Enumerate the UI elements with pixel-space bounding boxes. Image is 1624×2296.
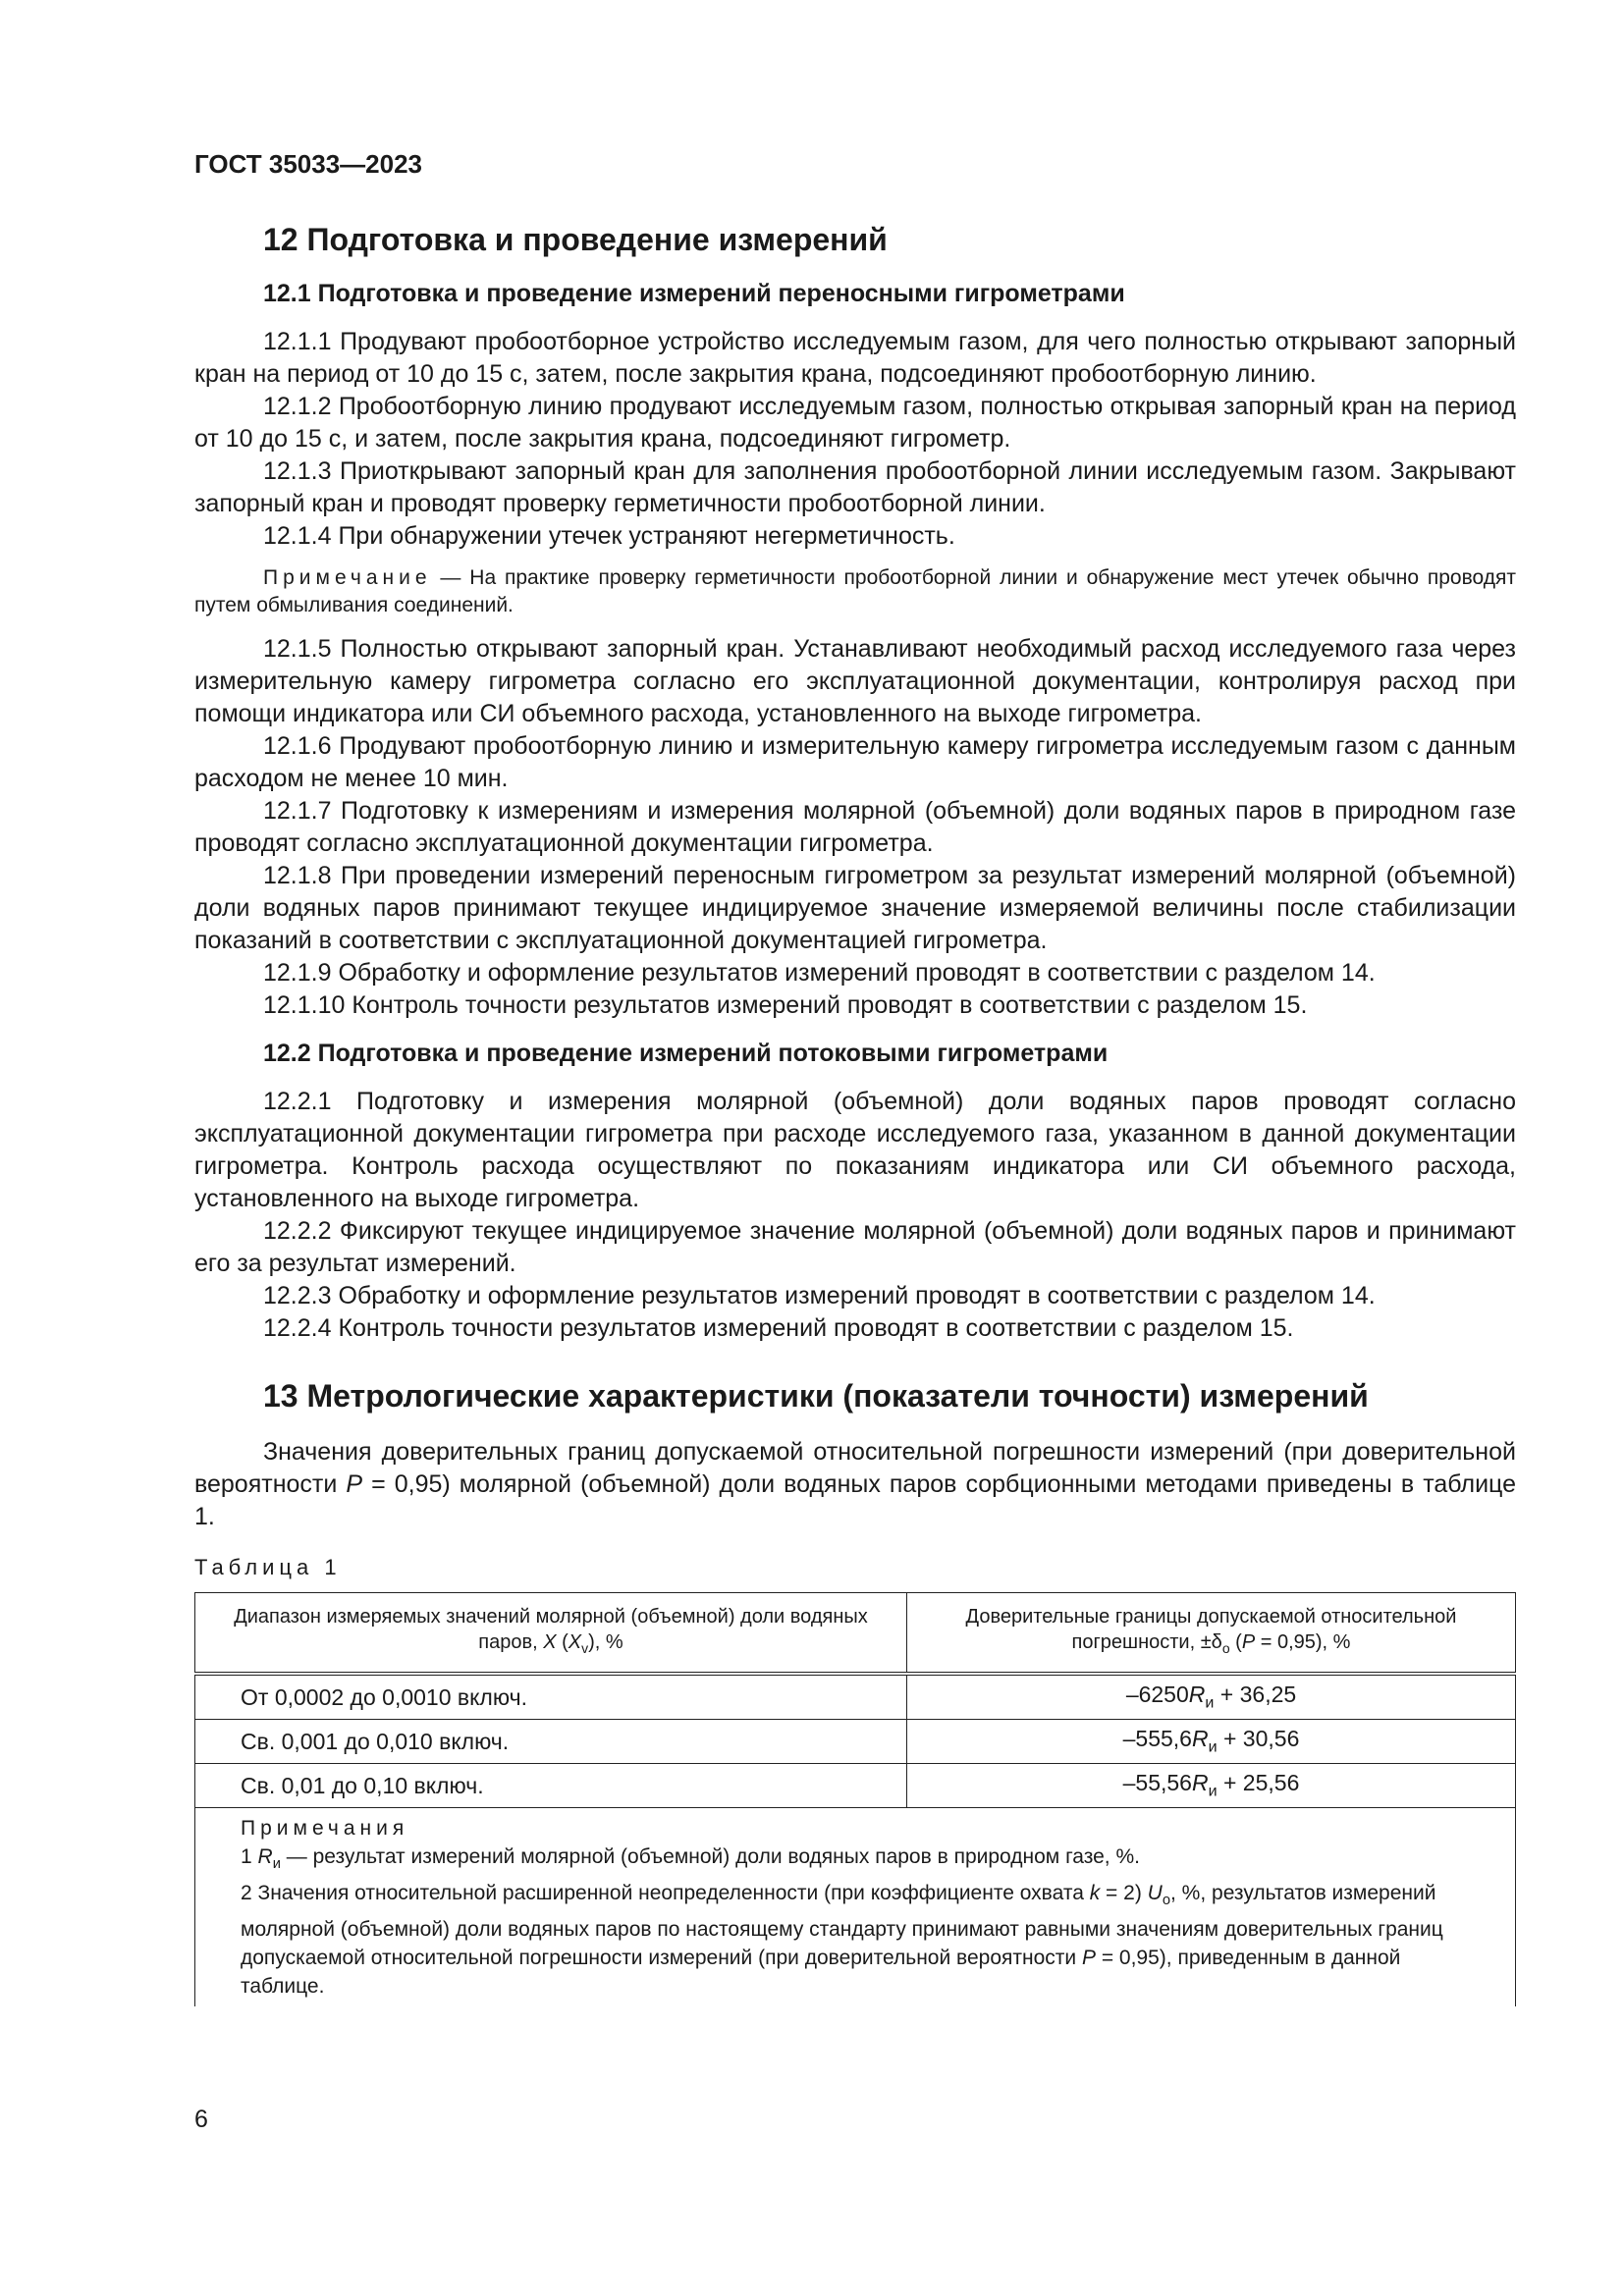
paragraph-12-2-2: 12.2.2 Фиксируют текущее индицируемое значение молярной (объемной) доли водяных паров и принимают его за результат измерений. bbox=[194, 1217, 1516, 1277]
document-body bbox=[194, 222, 1516, 2006]
note1-text: — результат измерений молярной (объемной) доли водяных паров в природном газе, %. bbox=[280, 1845, 1140, 1868]
note2-a: 2 Значения относительной расширенной неопределенности (при коэффициенте охвата bbox=[241, 1882, 1090, 1905]
note-12-1 bbox=[194, 564, 1516, 619]
cell-sub: и bbox=[1205, 1693, 1215, 1712]
subsection-12-2-title: 12.2 Подготовка и проведение измерений потоковыми гигрометрами bbox=[263, 1040, 1109, 1067]
paragraph-12-1-1: 12.1.1 Продувают пробоотборное устройство исследуемым газом, для чего полностью открывают запорный кран на период от 10 до 15 с, затем, после закрытия крана, подсоединяют пробоотборную линию. bbox=[194, 328, 1516, 388]
paragraph-12-1-5: 12.1.5 Полностью открывают запорный кран. Устанавливают необходимый расход исследуемого газа через измерительную камеру гигрометра согласно его эксплуатационной документации, контролируя расход при помощи индикатора или СИ объемного расхода, установленного на выходе гигрометра. bbox=[194, 635, 1516, 727]
col2-head-close: = 0,95), % bbox=[1255, 1631, 1351, 1653]
cell-r: R bbox=[1188, 1682, 1206, 1708]
note2-b: = 2) bbox=[1100, 1882, 1148, 1905]
paragraph-12-1-7: 12.1.7 Подготовку к измерениям и измерения молярной (объемной) доли водяных паров в природном газе проводят согласно эксплуатационной документации гигрометра. bbox=[194, 797, 1516, 857]
paragraph-12-1-6: 12.1.6 Продувают пробоотборную линию и измерительную камеру гигрометра исследуемым газом с данным расходом не менее 10 мин. bbox=[194, 732, 1516, 792]
paragraph-12-2-1: 12.2.1 Подготовку и измерения молярной (объемной) доли водяных паров проводят согласно эксплуатационной документации гигрометра при расходе исследуемого газа, указанном в данной документации гигрометра. Контроль расхода осуществляют по показаниям индикатора или СИ объемного расхода, установленного на выходе гигрометра. bbox=[194, 1088, 1516, 1212]
cell-coef: –555,6 bbox=[1122, 1726, 1192, 1752]
intro-text-a: Значения доверительных границ допускаемой относительной погрешности измерений (при доверительной вероятности bbox=[194, 1438, 1516, 1498]
intro-p-symbol: P bbox=[346, 1470, 363, 1498]
cell-error bbox=[907, 1674, 1516, 1720]
cell-error bbox=[907, 1720, 1516, 1764]
note1-sub: и bbox=[272, 1856, 281, 1873]
paragraph-12-1-9: 12.1.9 Обработку и оформление результатов измерений проводят в соответствии с разделом 14. bbox=[263, 959, 1376, 987]
cell-coef: –6250 bbox=[1125, 1682, 1189, 1708]
subsection-12-1-title: 12.1 Подготовка и проведение измерений переносными гигрометрами bbox=[263, 280, 1125, 307]
note1-num: 1 bbox=[241, 1845, 258, 1868]
col1-head-close: ), % bbox=[588, 1631, 623, 1653]
table-notes bbox=[195, 1808, 1516, 2007]
note1-r: R bbox=[257, 1845, 273, 1868]
cell-error bbox=[907, 1764, 1516, 1808]
note2-p: P bbox=[1081, 1947, 1096, 1970]
col2-head-o: о bbox=[1221, 1640, 1230, 1656]
intro-text-b: = 0,95) молярной (объемной) доли водяных паров сорбционными методами приведены в таблице 1. bbox=[194, 1470, 1516, 1530]
note2-d: = 0,95), приведенным в данной таблице. bbox=[241, 1947, 1401, 1999]
col1-head-text: Диапазон измеряемых значений молярной (объемной) доли водяных паров, bbox=[234, 1606, 868, 1653]
table-caption: Таблица 1 bbox=[194, 1555, 342, 1579]
cell-sub: и bbox=[1208, 1782, 1218, 1800]
table-notes-row bbox=[195, 1808, 1516, 2007]
column-header-range bbox=[195, 1593, 907, 1675]
col1-head-paren: ( bbox=[556, 1631, 568, 1653]
col2-head-p: P bbox=[1241, 1631, 1256, 1653]
col1-head-xv: X bbox=[568, 1631, 582, 1653]
paragraph-12-1-8: 12.1.8 При проведении измерений переносным гигрометром за результат измерений молярной (объемной) доли водяных паров принимают текущее индицируемое значение измеряемой величины после стабилизации показаний в соответствии с эксплуатационной документацией гигрометра. bbox=[194, 862, 1516, 954]
col2-head-text: Доверительные границы допускаемой относительной погрешности, ±δ bbox=[965, 1606, 1457, 1653]
cell-tail: + 25,56 bbox=[1217, 1770, 1300, 1796]
col1-head-x: X bbox=[543, 1631, 557, 1653]
cell-range: Св. 0,001 до 0,010 включ. bbox=[195, 1720, 907, 1764]
col1-head-v: v bbox=[581, 1640, 589, 1656]
paragraph-13-intro bbox=[194, 1436, 1516, 1533]
table-row bbox=[195, 1764, 1516, 1808]
table-row bbox=[195, 1720, 1516, 1764]
col2-head-paren: ( bbox=[1229, 1631, 1242, 1653]
cell-r: R bbox=[1191, 1726, 1209, 1752]
cell-range: От 0,0002 до 0,0010 включ. bbox=[195, 1674, 907, 1720]
section-13-title: 13 Метрологические характеристики (показатели точности) измерений bbox=[263, 1378, 1369, 1414]
document-id-header: ГОСТ 35033—2023 bbox=[194, 149, 422, 179]
note2-c: , %, результатов измерений молярной (объемной) доли водяных паров по настоящему стандарту принимают равными значениям доверительных границ допускаемой относительной погрешности измерений (при доверительной вероятности bbox=[241, 1882, 1443, 1970]
page-number: 6 bbox=[194, 2106, 208, 2133]
column-header-error bbox=[907, 1593, 1516, 1675]
note2-o: о bbox=[1162, 1893, 1171, 1909]
table-1 bbox=[194, 1592, 1516, 2006]
note2-u: U bbox=[1147, 1882, 1163, 1905]
note-2 bbox=[241, 1879, 1470, 2001]
cell-sub: и bbox=[1208, 1737, 1218, 1756]
cell-tail: + 30,56 bbox=[1217, 1726, 1300, 1752]
paragraph-12-1-4: 12.1.4 При обнаружении утечек устраняют негерметичность. bbox=[263, 522, 955, 550]
cell-tail: + 36,25 bbox=[1214, 1682, 1297, 1708]
notes-label: Примечания bbox=[241, 1817, 409, 1840]
paragraph-12-1-2: 12.1.2 Пробоотборную линию продувают исследуемым газом, полностью открывая запорный кран на период от 10 до 15 с, и затем, после закрытия крана, подсоединяют гигрометр. bbox=[194, 393, 1516, 453]
cell-range: Св. 0,01 до 0,10 включ. bbox=[195, 1764, 907, 1808]
note-1 bbox=[241, 1842, 1470, 1879]
paragraph-12-1-10: 12.1.10 Контроль точности результатов измерений проводят в соответствии с разделом 15. bbox=[263, 991, 1308, 1019]
paragraph-12-2-3: 12.2.3 Обработку и оформление результатов измерений проводят в соответствии с разделом 14. bbox=[263, 1282, 1376, 1309]
paragraph-12-1-3: 12.1.3 Приоткрывают запорный кран для заполнения пробоотборной линии исследуемым газом. Закрывают запорный кран и проводят проверку герметичности пробоотборной линии. bbox=[194, 457, 1516, 517]
table-header-row bbox=[195, 1593, 1516, 1675]
table-row bbox=[195, 1674, 1516, 1720]
note2-k: k bbox=[1089, 1882, 1101, 1905]
section-12-title: 12 Подготовка и проведение измерений bbox=[263, 222, 888, 257]
note-text: — На практике проверку герметичности пробоотборной линии и обнаружение мест утечек обычно проводят путем обмыливания соединений. bbox=[194, 566, 1516, 616]
paragraph-12-2-4: 12.2.4 Контроль точности результатов измерений проводят в соответствии с разделом 15. bbox=[263, 1314, 1294, 1342]
cell-r: R bbox=[1191, 1770, 1209, 1796]
cell-coef: –55,56 bbox=[1122, 1770, 1192, 1796]
note-label: Примечание bbox=[263, 566, 432, 589]
